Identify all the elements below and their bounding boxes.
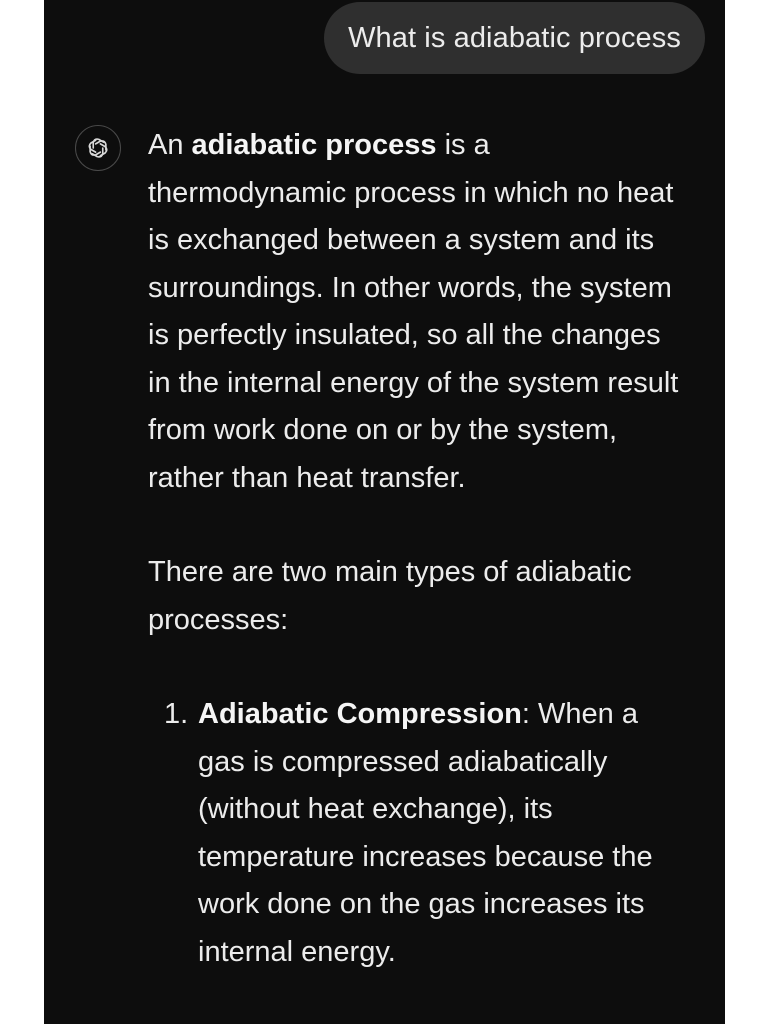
answer-text-lead: An (148, 129, 192, 161)
chat-screen (44, 0, 725, 1024)
list-item-title: Adiabatic Compression (198, 698, 522, 730)
answer-list (148, 691, 688, 976)
openai-logo-icon (75, 125, 121, 171)
user-message-bubble[interactable] (324, 2, 705, 74)
answer-paragraph-2: There are two main types of adiabatic processes: (148, 556, 632, 636)
list-item (148, 691, 688, 976)
list-item-text: : When a gas is compressed adiabatically (without heat exchange), its temperature increases because the work done on the gas increases its internal energy. (198, 698, 653, 968)
user-message-text: What is adiabatic process (348, 21, 681, 54)
answer-bold-term: adiabatic process (191, 129, 437, 161)
assistant-message (148, 122, 688, 976)
list-item-number: 1. (164, 698, 189, 730)
answer-paragraph-1 (148, 122, 688, 502)
answer-text-rest: is a thermodynamic process in which no heat is exchanged between a system and its surroundings. In other words, the system is perfectly insulated, so all the changes in the internal energy of the system result from work done on or by the system, rather than heat transfer. (148, 129, 679, 494)
